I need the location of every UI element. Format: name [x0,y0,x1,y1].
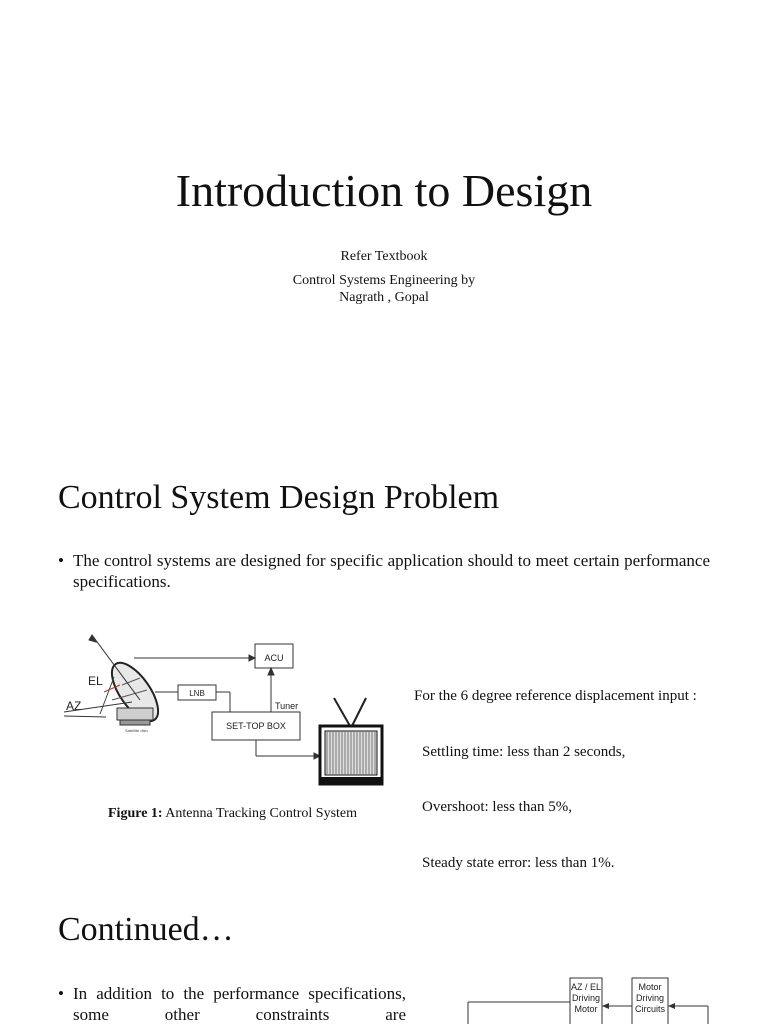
slide1-authors-line: Nagrath , Gopal [339,290,429,305]
block1-line3: Motor [574,1004,598,1014]
block2-line2: Driving [635,993,665,1003]
acu-label: ACU [264,653,284,663]
performance-specs [414,650,697,891]
spec-steady-state: Steady state error: less than 1%. [422,854,615,871]
slide3-heading: Continued… [58,911,234,948]
tuner-label: Tuner [275,701,299,711]
figure-caption [108,805,357,823]
slide3-bullet-text: In addition to the performance specifications, some other constraints are [73,984,406,1024]
block1-line2: Driving [571,993,601,1003]
television-icon [320,698,382,784]
slide2-bullet [58,550,710,592]
az-label: AZ [66,699,82,713]
figure-caption-text: Antenna Tracking Control System [162,806,358,821]
bullet-icon: • [58,984,64,1003]
block2-line3: Circuits [634,1004,666,1014]
lnb-label: LNB [189,689,205,698]
slide2-heading: Control System Design Problem [58,479,500,516]
dish-label: Satellite dish [125,728,148,733]
settop-label: SET-TOP BOX [226,721,286,731]
antenna-tracking-diagram [62,630,392,790]
spec-intro: For the 6 degree reference displacement input : [414,688,697,704]
bullet-icon: • [58,551,64,570]
slide3-bullet [58,983,406,1025]
block1-line1: AZ / EL [570,982,602,992]
spec-settling: Settling time: less than 2 seconds, [422,743,626,760]
block2-line1: Motor [638,982,662,992]
figure-caption-label: Figure 1: [108,806,163,821]
slide1-textbook-line: Control Systems Engineering by [292,273,476,288]
slide1-title: Introduction to Design [175,165,593,216]
el-label: EL [88,674,103,688]
motor-block-diagram [460,968,720,1024]
slide1-refer-line: Refer Textbook [340,249,428,264]
slide2-bullet-text: The control systems are designed for specific application should to meet certain performance specifications. [73,551,710,591]
spec-overshoot: Overshoot: less than 5%, [422,799,572,815]
